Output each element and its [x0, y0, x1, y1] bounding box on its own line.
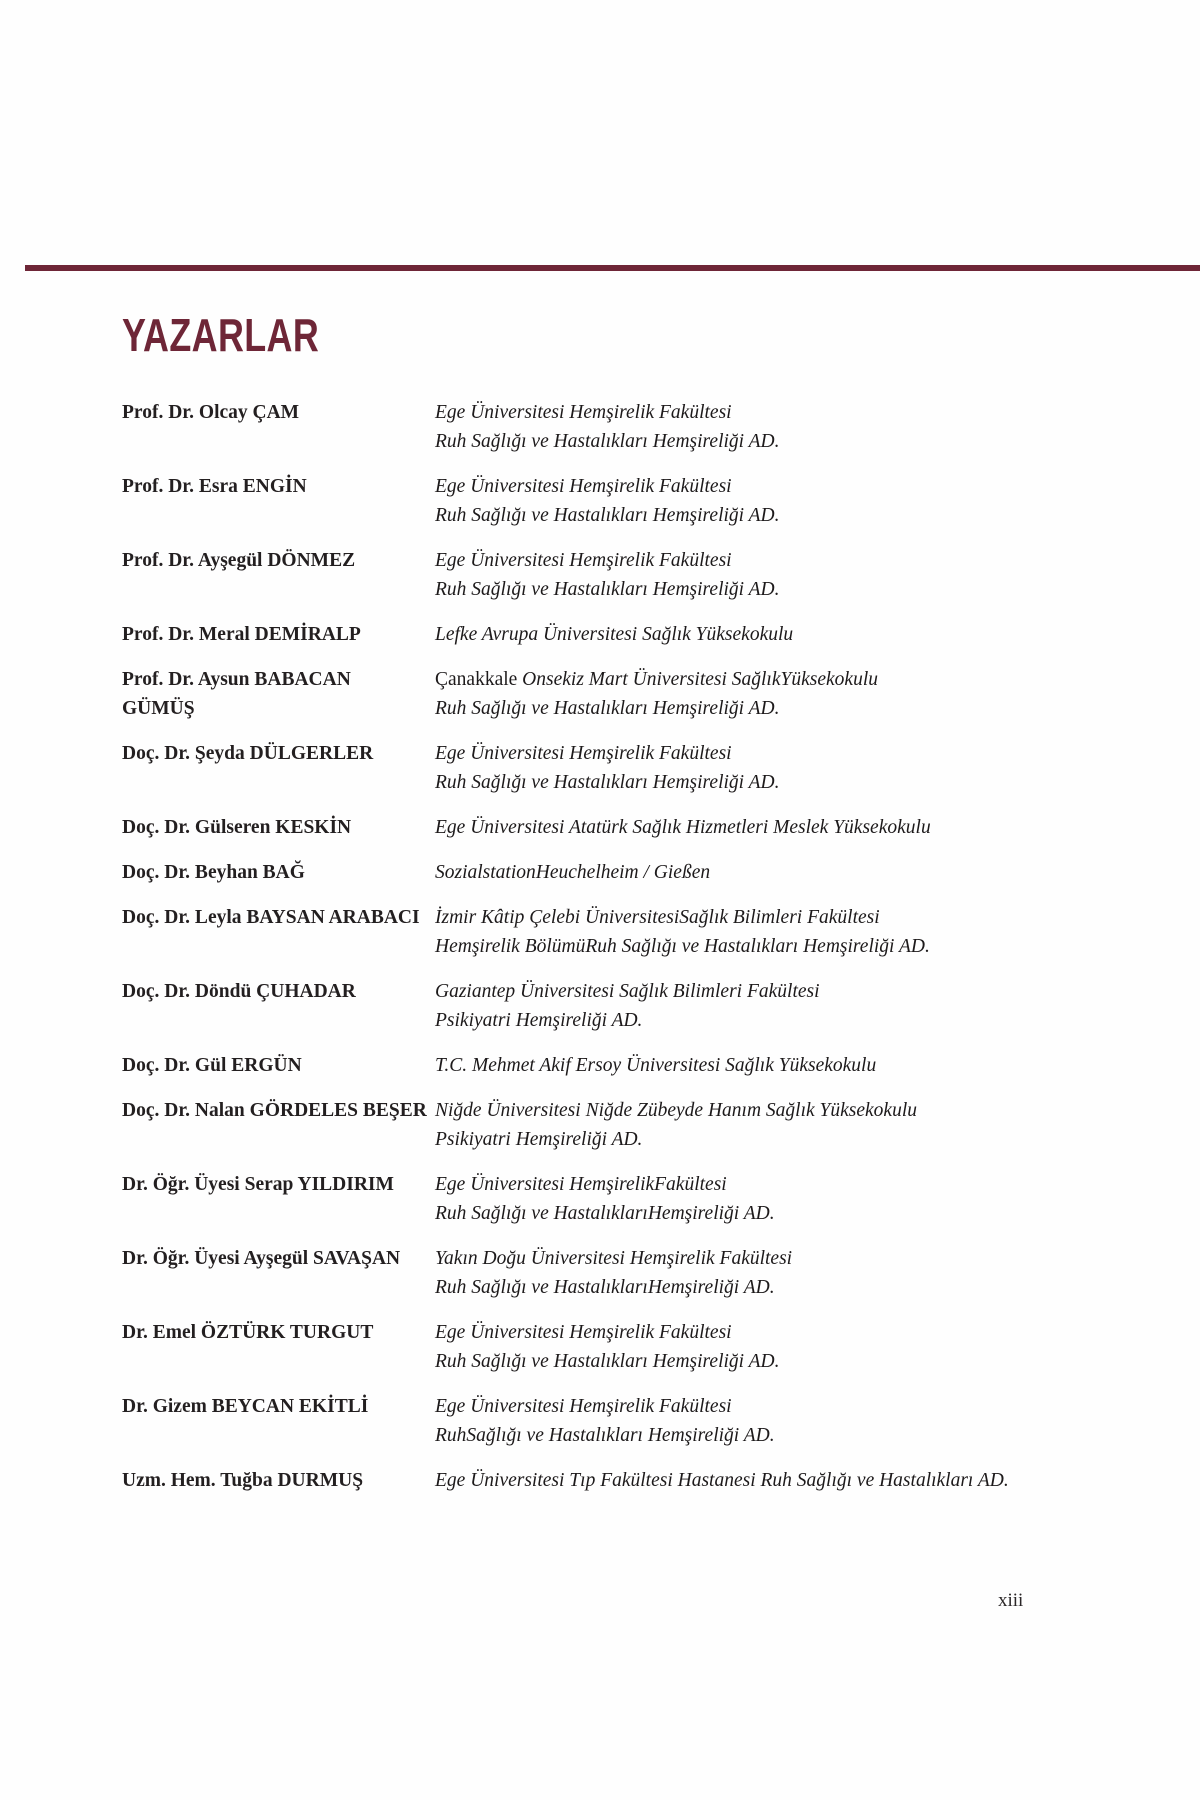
affiliation-line: Ruh Sağlığı ve Hastalıkları Hemşireliği AD. [435, 698, 780, 719]
affiliation-line: İzmir Kâtip Çelebi ÜniversitesiSağlık Bilimleri Fakültesi [435, 907, 880, 928]
author-affiliation [435, 398, 1140, 456]
author-row [122, 472, 1140, 530]
affiliation-line: Çanakkale Onsekiz Mart Üniversitesi SağlıkYüksekokulu [435, 669, 878, 690]
affiliation-line: Lefke Avrupa Üniversitesi Sağlık Yüksekokulu [435, 624, 794, 645]
author-name: Dr. Öğr. Üyesi Ayşegül SAVAŞAN [122, 1248, 401, 1269]
author-row [122, 398, 1140, 456]
author-name: Prof. Dr. Esra ENGİN [122, 476, 307, 497]
author-row [122, 620, 1140, 649]
affiliation-line: Ruh Sağlığı ve Hastalıkları Hemşireliği AD. [435, 431, 780, 452]
author-row [122, 1392, 1140, 1450]
author-name: Doç. Dr. Şeyda DÜLGERLER [122, 743, 374, 764]
top-rule [25, 265, 1200, 271]
author-name: Uzm. Hem. Tuğba DURMUŞ [122, 1470, 364, 1491]
author-name: Dr. Gizem BEYCAN EKİTLİ [122, 1396, 369, 1417]
author-name: Doç. Dr. Döndü ÇUHADAR [122, 981, 356, 1002]
affiliation-line: Ruh Sağlığı ve HastalıklarıHemşireliği AD. [435, 1277, 775, 1298]
author-affiliation [435, 620, 1140, 649]
author-row [122, 858, 1140, 887]
author-name: Dr. Emel ÖZTÜRK TURGUT [122, 1322, 374, 1343]
author-name: Doç. Dr. Nalan GÖRDELES BEŞER [122, 1100, 427, 1121]
affiliation-line: Hemşirelik BölümüRuh Sağlığı ve Hastalıkları Hemşireliği AD. [435, 936, 930, 957]
author-row [122, 1318, 1140, 1376]
affiliation-line: Ege Üniversitesi Hemşirelik Fakültesi [435, 743, 732, 764]
author-affiliation [435, 546, 1140, 604]
author-affiliation [435, 1170, 1140, 1228]
affiliation-line: Psikiyatri Hemşireliği AD. [435, 1129, 643, 1150]
affiliation-line: Ege Üniversitesi Hemşirelik Fakültesi [435, 1322, 732, 1343]
authors-list [122, 398, 1140, 1511]
author-row [122, 546, 1140, 604]
author-affiliation [435, 977, 1140, 1035]
affiliation-line: Ege Üniversitesi Hemşirelik Fakültesi [435, 402, 732, 423]
affiliation-line: Ruh Sağlığı ve HastalıklarıHemşireliği AD. [435, 1203, 775, 1224]
affiliation-line: Niğde Üniversitesi Niğde Zübeyde Hanım Sağlık Yüksekokulu [435, 1100, 917, 1121]
author-name: Prof. Dr. Ayşegül DÖNMEZ [122, 550, 356, 571]
author-affiliation [435, 813, 1140, 842]
author-affiliation [435, 1318, 1140, 1376]
affiliation-line: Ege Üniversitesi Atatürk Sağlık Hizmetleri Meslek Yüksekokulu [435, 817, 931, 838]
affiliation-line: Ege Üniversitesi Hemşirelik Fakültesi [435, 550, 732, 571]
author-affiliation [435, 1096, 1140, 1154]
author-affiliation [435, 665, 1140, 723]
author-name: Prof. Dr. Aysun BABACAN GÜMÜŞ [122, 669, 351, 719]
author-row [122, 1051, 1140, 1080]
affiliation-line: Ege Üniversitesi Hemşirelik Fakültesi [435, 1396, 732, 1417]
author-name: Dr. Öğr. Üyesi Serap YILDIRIM [122, 1174, 394, 1195]
author-affiliation [435, 1466, 1140, 1495]
author-affiliation [435, 1392, 1140, 1450]
affiliation-line: Ege Üniversitesi Tıp Fakültesi Hastanesi Ruh Sağlığı ve Hastalıkları AD. [435, 1470, 1009, 1491]
author-row [122, 1170, 1140, 1228]
affiliation-line: Ruh Sağlığı ve Hastalıkları Hemşireliği AD. [435, 579, 780, 600]
author-row [122, 739, 1140, 797]
author-affiliation [435, 858, 1140, 887]
affiliation-line: Ege Üniversitesi Hemşirelik Fakültesi [435, 476, 732, 497]
author-name: Prof. Dr. Olcay ÇAM [122, 402, 300, 423]
author-name: Doç. Dr. Gülseren KESKİN [122, 817, 352, 838]
affiliation-line: Ruh Sağlığı ve Hastalıkları Hemşireliği AD. [435, 772, 780, 793]
affiliation-line: Ege Üniversitesi HemşirelikFakültesi [435, 1174, 727, 1195]
author-affiliation [435, 739, 1140, 797]
author-row [122, 813, 1140, 842]
affiliation-line: Psikiyatri Hemşireliği AD. [435, 1010, 643, 1031]
affiliation-line: Ruh Sağlığı ve Hastalıkları Hemşireliği AD. [435, 505, 780, 526]
author-name: Doç. Dr. Beyhan BAĞ [122, 862, 305, 883]
author-name: Prof. Dr. Meral DEMİRALP [122, 624, 361, 645]
affiliation-line: SozialstationHeuchelheim / Gießen [435, 862, 711, 883]
author-affiliation [435, 903, 1140, 961]
page-title: YAZARLAR [122, 309, 320, 361]
author-name: Doç. Dr. Leyla BAYSAN ARABACI [122, 907, 420, 928]
affiliation-line: Yakın Doğu Üniversitesi Hemşirelik Fakültesi [435, 1248, 793, 1269]
affiliation-line: Gaziantep Üniversitesi Sağlık Bilimleri Fakültesi [435, 981, 820, 1002]
affiliation-line: T.C. Mehmet Akif Ersoy Üniversitesi Sağlık Yüksekokulu [435, 1055, 877, 1076]
affiliation-line: RuhSağlığı ve Hastalıkları Hemşireliği AD. [435, 1425, 775, 1446]
author-row [122, 1244, 1140, 1302]
author-affiliation [435, 472, 1140, 530]
author-row [122, 903, 1140, 961]
author-affiliation [435, 1051, 1140, 1080]
affiliation-line: Ruh Sağlığı ve Hastalıkları Hemşireliği AD. [435, 1351, 780, 1372]
author-row [122, 1466, 1140, 1495]
author-name: Doç. Dr. Gül ERGÜN [122, 1055, 302, 1076]
author-row [122, 665, 1140, 723]
author-affiliation [435, 1244, 1140, 1302]
author-row [122, 1096, 1140, 1154]
page-number: xiii [998, 1590, 1024, 1611]
author-row [122, 977, 1140, 1035]
